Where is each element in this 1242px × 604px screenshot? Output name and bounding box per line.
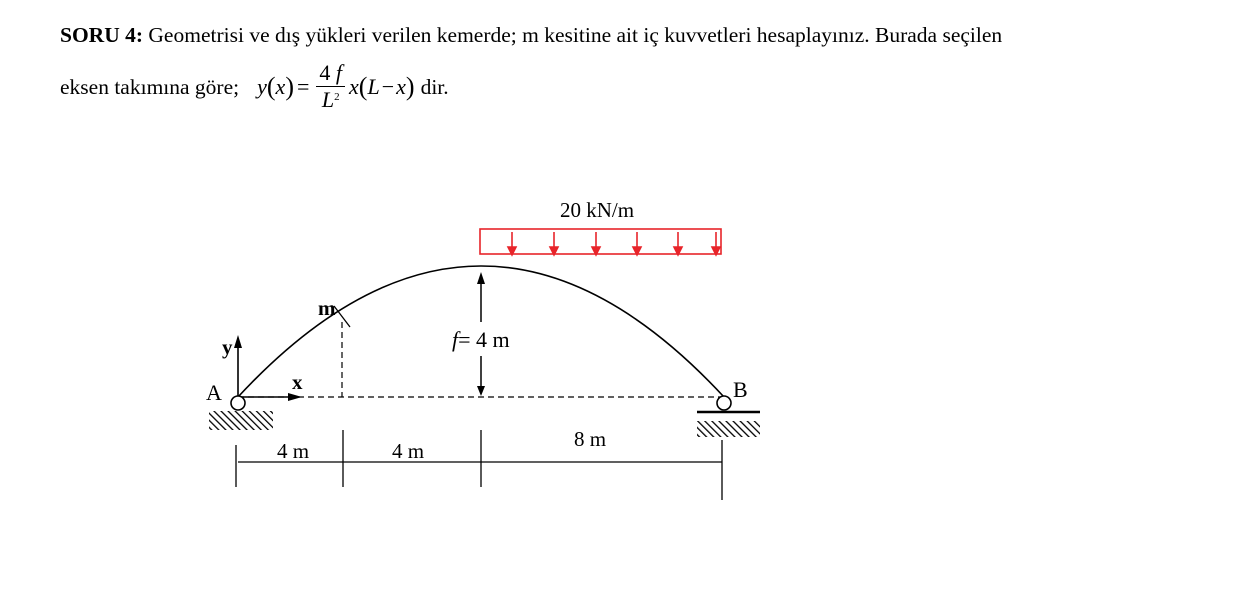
support-b [697, 377, 760, 437]
load-block [480, 229, 721, 254]
formula-equals: = [296, 73, 310, 99]
formula-paren: ( [266, 71, 276, 101]
distributed-load [480, 198, 721, 255]
formula-paren: ) [405, 71, 415, 101]
coordinate-axes [222, 335, 303, 401]
question-prefix: eksen takımına göre; [60, 74, 240, 99]
formula-lhs-var: x [275, 73, 286, 99]
load-label: 20 kN/m [559, 198, 635, 222]
dimension-label-1: 4 m [276, 439, 310, 463]
ground-hatch-b [697, 421, 760, 437]
support-a [206, 380, 273, 430]
roller-b-icon [717, 396, 731, 410]
question-body: Geometrisi ve dış yükleri verilen kemerde; m kesitine ait iç kuvvetleri hesaplayınız. Burada seçilen [143, 23, 1003, 47]
ground-hatch-a [209, 411, 273, 430]
formula-minus: − [381, 73, 395, 99]
y-axis-label: y [222, 335, 233, 359]
dimension-label-2: 4 m [391, 439, 425, 463]
load-arrows [508, 232, 720, 255]
formula-denominator: $L^2$ [321, 87, 340, 112]
section-m-label: m [318, 296, 336, 320]
formula-paren-L: L [367, 73, 380, 99]
formula-paren-x: x [396, 73, 406, 99]
rise-dimension [452, 272, 510, 396]
question-label: SORU 4: [60, 23, 144, 47]
formula-numerator: 4 f [316, 62, 345, 87]
pin-a-icon [231, 396, 245, 410]
rise-label: f= 4 m [452, 327, 510, 352]
dimension-lines [236, 427, 722, 500]
formula-paren: ) [285, 71, 294, 101]
support-b-label: B [733, 377, 748, 402]
x-axis-label: x [292, 370, 303, 394]
formula-factor: x [349, 73, 359, 99]
formula-lhs-func: y [257, 73, 267, 99]
support-a-label: A [206, 380, 222, 405]
formula-paren: ( [358, 71, 368, 101]
dimension-label-3: 8 m [573, 427, 607, 451]
question-suffix: dir. [420, 74, 449, 99]
